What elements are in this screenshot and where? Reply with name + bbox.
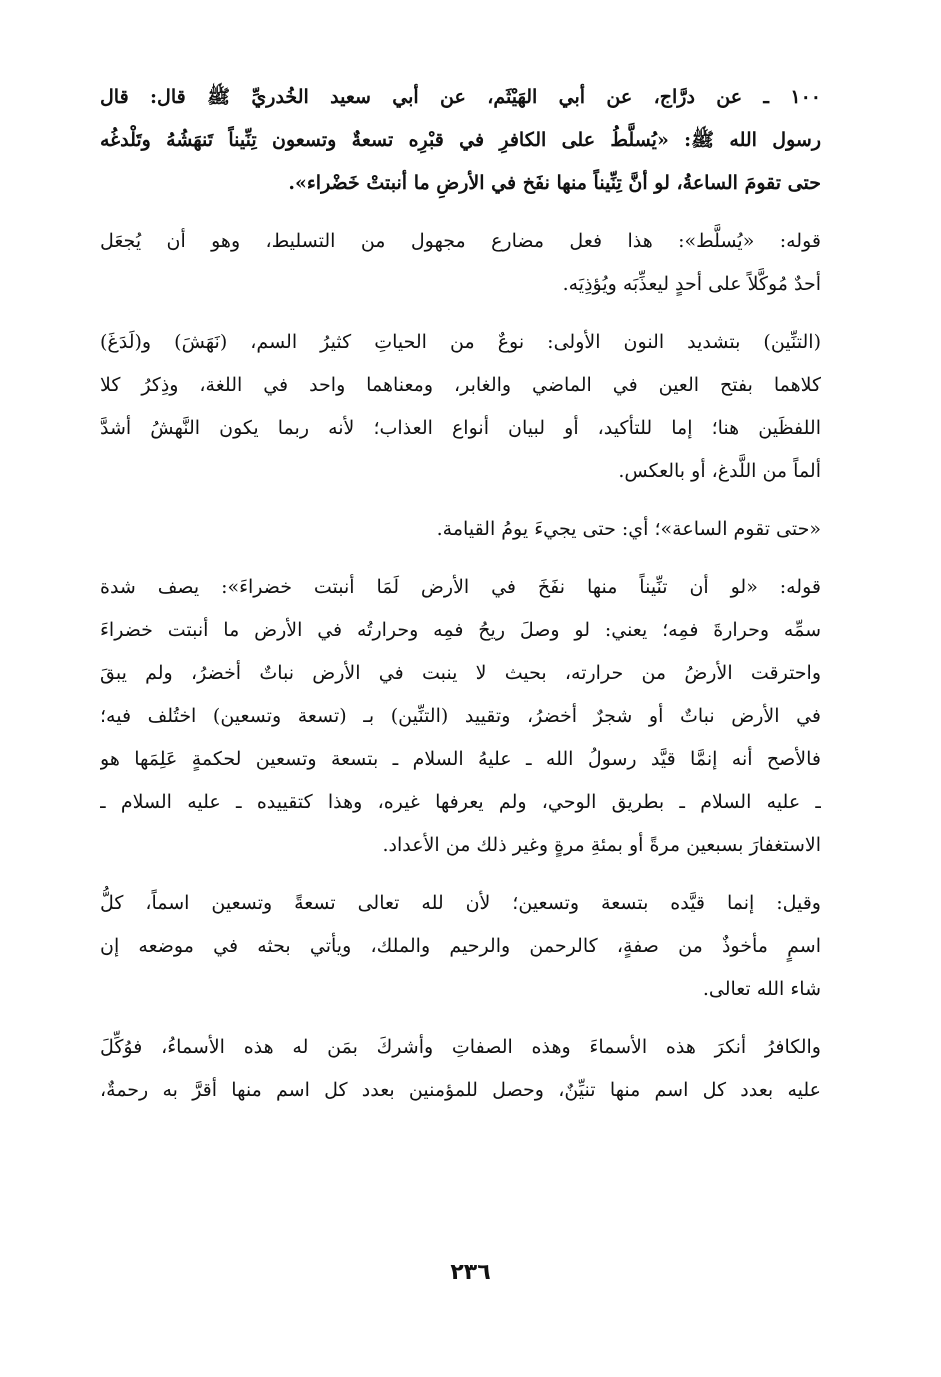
text-line: قوله: «لو أن تنِّيناً منها نفَخَ في الأرض لَمَا أنبتت خضراءَ»: يصف شدة [100,576,821,598]
text-line: عليه بعدد كل اسم منها تنيِّنٌ، وحصل للمؤمنين بعدد كل اسم منها أقرَّ به رحمةٌ، [100,1079,821,1101]
commentary-paragraph [100,1026,821,1112]
commentary-paragraph [100,566,821,867]
text-line: سمِّه وحرارةَ فمِه؛ يعني: لو وصلَ ريحُ فمِه وحرارتُه في الأرض ما أنبتت خضراءَ [100,619,821,641]
text-line: كلاهما بفتح العين في الماضي والغابر، ومعناهما واحد في اللغة، وذِكرُ كلا [100,374,821,396]
text-line: اسمٍ مأخوذٌ من صفةٍ، كالرحمن والرحيم والملك، ويأتي بحثه في موضعه إن [100,935,821,957]
text-line: في الأرض نباتٌ أو شجرٌ أخضرُ، وتقييد (التنِّين) بـ (تسعة وتسعين) اختُلف فيه؛ [100,705,821,727]
hadith-paragraph [100,76,821,205]
text-line: قوله: «يُسلَّط»: هذا فعل مضارع مجهول من التسليط، وهو أن يُجعَل [100,230,821,252]
text-line: «حتى تقوم الساعة»؛ أي: حتى يجيءَ يومُ القيامة. [436,518,821,540]
commentary-paragraph [100,321,821,493]
text-line: ١٠٠ ـ عن درَّاج، عن أبي الهَيْثَم، عن أبي سعيد الخُدريِّ ﷺ قال: قال [100,86,821,108]
text-line: (التنِّين) بتشديد النون الأولى: نوعٌ من الحياتِ كثيرُ السم، (نَهَشَ) و(لَدَغَ) [100,331,821,353]
text-line: اللفظَين هنا؛ إما للتأكيد، أو لبيان أنواع العذاب؛ لأنه ربما يكون النَّهشُ أشدَّ [100,417,821,439]
commentary-paragraph [100,882,821,1011]
text-line: رسول الله ﷺ: «يُسلَّطُ على الكافرِ في قبْرِه تسعةٌ وتسعون تِنِّيناً تَنهَشُهُ وتَلْدغُه [100,129,821,151]
text-line: وقيل: إنما قيَّده بتسعة وتسعين؛ لأن لله تعالى تسعةً وتسعين اسماً، كلُّ [100,892,821,914]
text-line: أحدٌ مُوكَّلاً على أحدٍ ليعذِّبَه ويُؤذِيَه. [562,273,821,295]
page-number: ٢٣٦ [450,1260,491,1285]
commentary-paragraph [100,220,821,306]
text-line: حتى تقومَ الساعةُ، لو أنَّ تِنِّيناً منها نفَخ في الأرضِ ما أنبتتْ خَضْراء». [288,172,821,194]
text-line: فالأصح أنه إنمَّا قيَّد رسولُ الله ـ عليهُ السلام ـ بتسعة وتسعين لحكمةٍ عَلِمَها هو [100,748,821,770]
text-line: واحترقت الأرضُ من حرارته، بحيث لا ينبت في الأرض نباتٌ أخضرُ، ولم يبقَ [100,662,821,684]
page-body [100,76,821,1127]
text-line: الاستغفارَ بسبعين مرةً أو بمئةِ مرةٍ وغير ذلك من الأعداد. [382,834,821,856]
text-line: ألماً من اللَّدغ، أو بالعكس. [618,460,821,482]
text-line: ـ عليه السلام ـ بطريق الوحي، ولم يعرفها غيره، وهذا كتقييده ـ عليه السلام ـ [100,791,821,813]
text-line: شاء الله تعالى. [702,978,821,1000]
text-line: والكافرُ أنكرَ هذه الأسماءَ وهذه الصفاتِ وأشركَ بمَن له هذه الأسماءُ، فوُكِّلَ [100,1036,821,1058]
commentary-paragraph [100,508,821,551]
